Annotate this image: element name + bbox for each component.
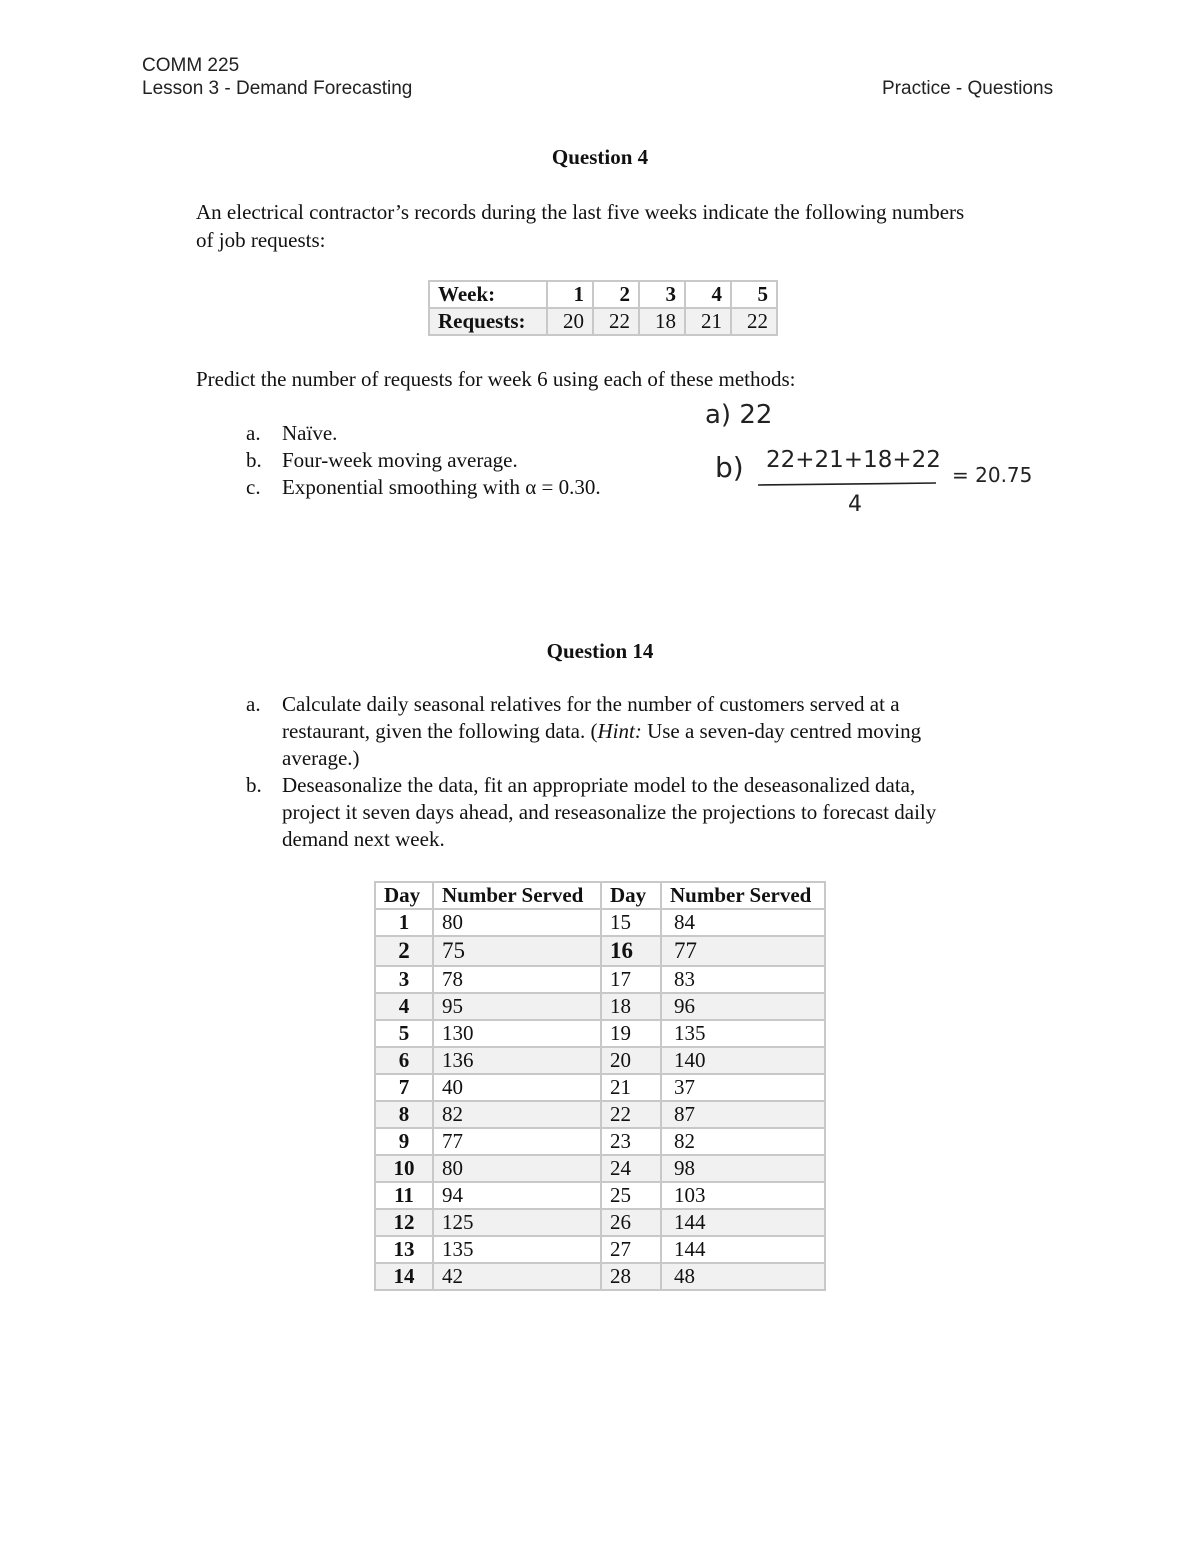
served-cell: 77 [661, 936, 825, 966]
list-marker: b. [246, 773, 262, 797]
served-cell: 130 [433, 1020, 601, 1047]
day-cell: 10 [375, 1155, 433, 1182]
request-cell: 20 [547, 308, 593, 335]
day-cell: 15 [601, 909, 661, 936]
table-row [375, 936, 825, 966]
day-cell: 9 [375, 1128, 433, 1155]
text-segment: restaurant, given the following data. ( [282, 719, 598, 743]
day-cell: 11 [375, 1182, 433, 1209]
item-a-line-3: average.) [282, 746, 360, 770]
served-cell: 48 [661, 1263, 825, 1290]
question-14-items [246, 691, 936, 853]
served-cell: 42 [433, 1263, 601, 1290]
list-item [246, 691, 936, 772]
table-row [375, 1128, 825, 1155]
served-cell: 37 [661, 1074, 825, 1101]
day-cell: 27 [601, 1236, 661, 1263]
customers-served-table [374, 881, 826, 1291]
list-marker: b. [246, 448, 262, 472]
request-cell: 22 [731, 308, 777, 335]
day-cell: 2 [375, 936, 433, 966]
list-item [246, 772, 936, 853]
served-cell: 82 [433, 1101, 601, 1128]
item-b-line-1: Deseasonalize the data, fit an appropriate model to the deseasonalized data, [282, 773, 916, 797]
table-row [375, 1101, 825, 1128]
served-cell: 125 [433, 1209, 601, 1236]
week-cell: 2 [593, 281, 639, 308]
course-code: COMM 225 [142, 55, 240, 76]
table-row [375, 966, 825, 993]
day-cell: 26 [601, 1209, 661, 1236]
day-cell: 17 [601, 966, 661, 993]
served-cell: 78 [433, 966, 601, 993]
served-cell: 135 [661, 1020, 825, 1047]
day-cell: 22 [601, 1101, 661, 1128]
method-text: Exponential smoothing with α = 0.30. [282, 475, 601, 499]
handwritten-numerator: 22+21+18+22 [766, 447, 941, 473]
day-cell: 23 [601, 1128, 661, 1155]
table-row [375, 909, 825, 936]
table-header-row [375, 882, 825, 909]
table-row [375, 1236, 825, 1263]
served-cell: 136 [433, 1047, 601, 1074]
day-cell: 7 [375, 1074, 433, 1101]
day-cell: 21 [601, 1074, 661, 1101]
served-cell: 87 [661, 1101, 825, 1128]
column-header: Day [375, 882, 433, 909]
methods-list [246, 420, 601, 501]
requests-label: Requests: [429, 308, 547, 335]
table-row [375, 1209, 825, 1236]
text-segment: Use a seven-day centred moving [641, 719, 922, 743]
served-cell: 94 [433, 1182, 601, 1209]
list-marker: c. [246, 475, 261, 499]
day-cell: 5 [375, 1020, 433, 1047]
section-title: Practice - Questions [882, 78, 1054, 99]
handwritten-answers [690, 395, 1040, 520]
day-cell: 8 [375, 1101, 433, 1128]
served-cell: 144 [661, 1209, 825, 1236]
day-cell: 16 [601, 936, 661, 966]
request-cell: 21 [685, 308, 731, 335]
served-cell: 77 [433, 1128, 601, 1155]
day-cell: 12 [375, 1209, 433, 1236]
day-cell: 19 [601, 1020, 661, 1047]
list-marker: a. [246, 421, 261, 445]
day-cell: 24 [601, 1155, 661, 1182]
method-text: Four-week moving average. [282, 448, 518, 472]
served-cell: 84 [661, 909, 825, 936]
day-cell: 3 [375, 966, 433, 993]
week-cell: 4 [685, 281, 731, 308]
item-b-line-2: project it seven days ahead, and reseasonalize the projections to forecast daily [282, 800, 937, 824]
served-cell: 40 [433, 1074, 601, 1101]
column-header: Number Served [661, 882, 825, 909]
day-cell: 20 [601, 1047, 661, 1074]
day-cell: 14 [375, 1263, 433, 1290]
item-a-line-2 [282, 718, 936, 745]
weekly-requests-table [428, 280, 778, 336]
handwritten-b-label: b) [715, 451, 744, 484]
table-row [375, 1263, 825, 1290]
served-cell: 80 [433, 1155, 601, 1182]
served-cell: 135 [433, 1236, 601, 1263]
list-item [246, 474, 601, 501]
question-4-title: Question 4 [551, 145, 649, 169]
item-b-line-3: demand next week. [282, 827, 445, 851]
item-a-line-1: Calculate daily seasonal relatives for the number of customers served at a [282, 692, 900, 716]
hint-label: Hint: [597, 719, 642, 743]
list-item [246, 447, 601, 474]
day-cell: 4 [375, 993, 433, 1020]
question-4-prompt: Predict the number of requests for week 6 using each of these methods: [196, 367, 796, 391]
handwritten-answer-a: a) 22 [705, 400, 773, 430]
handwritten-result: = 20.75 [952, 463, 1033, 487]
method-text: Naïve. [282, 421, 338, 445]
day-cell: 18 [601, 993, 661, 1020]
served-cell: 140 [661, 1047, 825, 1074]
table-row [375, 1074, 825, 1101]
lesson-title: Lesson 3 - Demand Forecasting [142, 78, 413, 99]
requests-row [429, 308, 777, 335]
question-4-intro [196, 198, 964, 254]
fraction-bar [758, 483, 936, 485]
week-cell: 1 [547, 281, 593, 308]
served-cell: 95 [433, 993, 601, 1020]
week-label: Week: [429, 281, 547, 308]
request-cell: 22 [593, 308, 639, 335]
handwritten-denominator: 4 [848, 492, 862, 517]
served-cell: 96 [661, 993, 825, 1020]
intro-line-1: An electrical contractor’s records during the last five weeks indicate the following numbers [196, 200, 965, 224]
table-row [375, 1155, 825, 1182]
served-cell: 103 [661, 1182, 825, 1209]
week-cell: 5 [731, 281, 777, 308]
served-cell: 83 [661, 966, 825, 993]
day-cell: 6 [375, 1047, 433, 1074]
question-14-title: Question 14 [546, 639, 654, 663]
day-cell: 25 [601, 1182, 661, 1209]
week-cell: 3 [639, 281, 685, 308]
table-row [375, 1182, 825, 1209]
served-cell: 144 [661, 1236, 825, 1263]
day-cell: 13 [375, 1236, 433, 1263]
list-item [246, 420, 601, 447]
table-row [375, 1047, 825, 1074]
week-row [429, 281, 777, 308]
served-cell: 98 [661, 1155, 825, 1182]
table-row [375, 993, 825, 1020]
day-cell: 1 [375, 909, 433, 936]
intro-line-2: of job requests: [196, 228, 326, 252]
column-header: Day [601, 882, 661, 909]
column-header: Number Served [433, 882, 601, 909]
table-row [375, 1020, 825, 1047]
request-cell: 18 [639, 308, 685, 335]
served-cell: 75 [433, 936, 601, 966]
list-marker: a. [246, 692, 261, 716]
served-cell: 80 [433, 909, 601, 936]
day-cell: 28 [601, 1263, 661, 1290]
served-cell: 82 [661, 1128, 825, 1155]
